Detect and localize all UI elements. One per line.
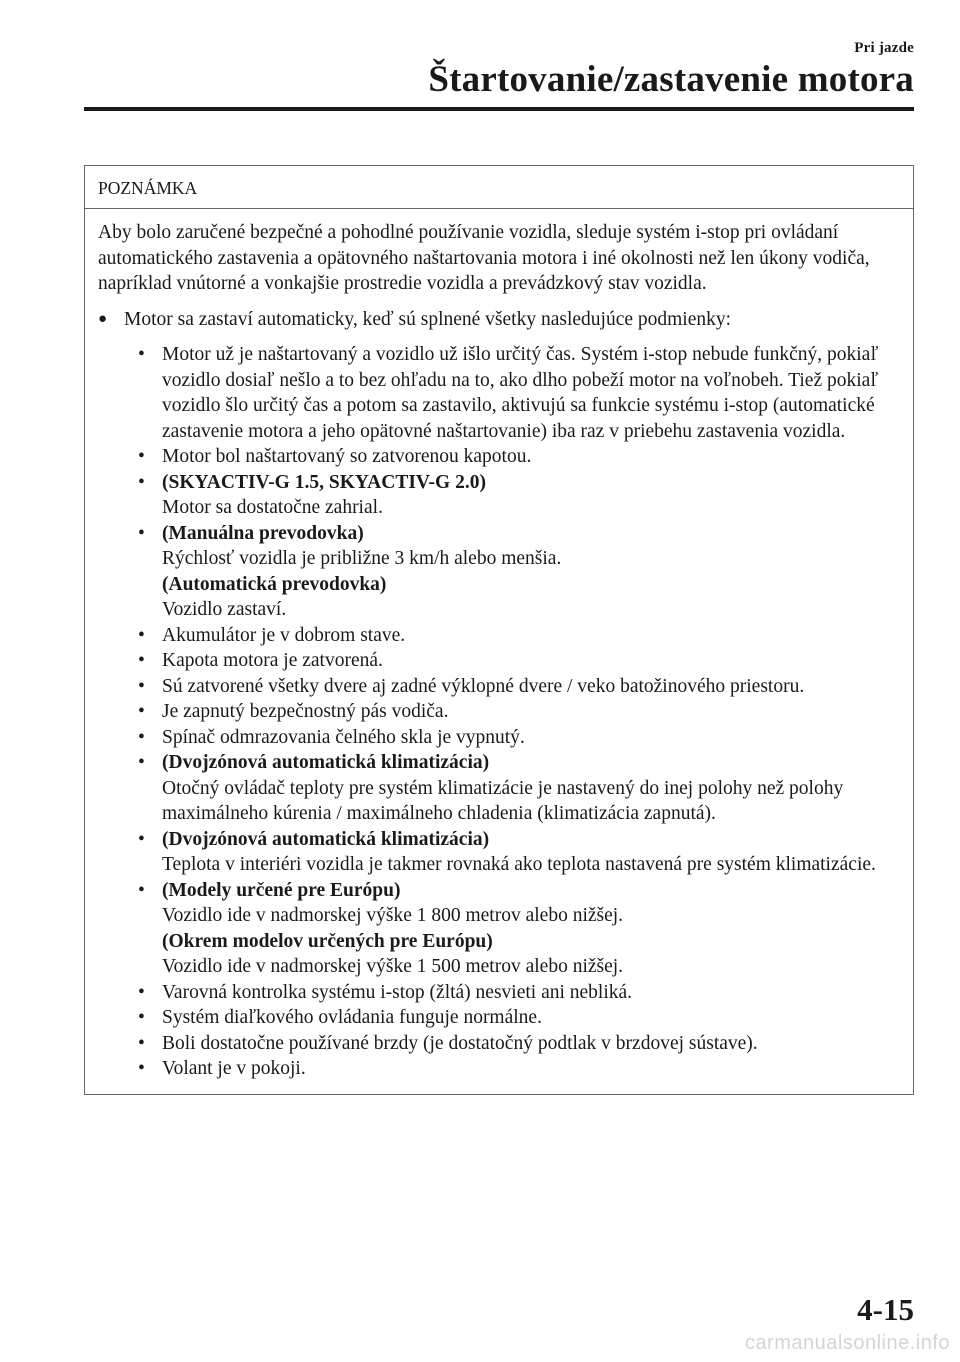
main-bullet-text: Motor sa zastaví automaticky, keď sú splnené všetky nasledujúce podmienky: xyxy=(124,308,732,330)
bullet-icon: • xyxy=(138,1007,145,1028)
condition-heading: (Automatická prevodovka) xyxy=(162,573,387,595)
note-intro: Aby bolo zaručené bezpečné a pohodlné používanie vozidla, sleduje systém i-stop pri ovládaní automatického zastavenia a opätovného naštartovania motora i iné okolnosti než len úkony vodiča, napríklad vnútorné a vonkajšie prostredie vozidla a prevádzkový stav vozidla. xyxy=(98,222,870,294)
condition-text: Otočný ovládač teploty pre systém klimatizácie je nastavený do inej polohy než polohy maximálneho kúrenia / maximálneho chladenia (klimatizácia zapnutá). xyxy=(162,777,844,824)
bullet-icon: • xyxy=(138,471,145,493)
condition-heading: (Modely určené pre Európu) xyxy=(162,879,401,901)
note-title: POZNÁMKA xyxy=(85,166,913,209)
bullet-icon: • xyxy=(138,446,145,467)
condition-text: Motor sa dostatočne zahrial. xyxy=(162,497,383,518)
note-box xyxy=(84,165,914,1095)
condition-text: Varovná kontrolka systému i-stop (žltá) nesvieti ani nebliká. xyxy=(162,981,633,1003)
condition-text: Volant je v pokoji. xyxy=(162,1058,306,1079)
condition-heading: (Okrem modelov určených pre Európu) xyxy=(162,930,493,952)
condition-item xyxy=(136,674,905,700)
bullet-icon: • xyxy=(138,522,145,544)
condition-text: Teplota v interiéri vozidla je takmer rovnaká ako teplota nastavená pre systém klimatizácie. xyxy=(162,854,876,875)
condition-item xyxy=(136,342,905,444)
condition-text: Vozidlo ide v nadmorskej výške 1 800 metrov alebo nižšej. xyxy=(162,905,624,926)
condition-text: Akumulátor je v dobrom stave. xyxy=(162,624,406,646)
condition-item xyxy=(136,1056,905,1082)
condition-text: Vozidlo zastaví. xyxy=(162,599,287,620)
condition-heading: (Manuálna prevodovka) xyxy=(162,522,364,544)
condition-item xyxy=(136,470,905,521)
condition-text: Je zapnutý bezpečnostný pás vodiča. xyxy=(162,701,449,722)
condition-item xyxy=(136,699,905,725)
bullet-icon: • xyxy=(138,624,145,646)
condition-heading: (Dvojzónová automatická klimatizácia) xyxy=(162,828,490,850)
main-bullet-icon: ● xyxy=(98,310,108,327)
bullet-icon: • xyxy=(138,1058,145,1079)
bullet-icon: • xyxy=(138,344,145,365)
condition-item xyxy=(136,1031,905,1057)
condition-item xyxy=(136,648,905,674)
condition-text: Boli dostatočne používané brzdy (je dostatočný podtlak v brzdovej sústave). xyxy=(162,1032,758,1054)
condition-item xyxy=(136,725,905,751)
condition-item xyxy=(136,521,905,623)
condition-heading: (Dvojzónová automatická klimatizácia) xyxy=(162,752,490,773)
header-rule xyxy=(84,107,914,111)
page-number: 4-15 xyxy=(857,1292,914,1327)
bullet-icon: • xyxy=(138,879,145,901)
main-bullet-item xyxy=(98,307,905,333)
condition-item xyxy=(136,750,905,827)
section-title: Pri jazde xyxy=(854,40,914,56)
note-body xyxy=(85,209,913,1094)
condition-item xyxy=(136,444,905,470)
condition-text: Kapota motora je zatvorená. xyxy=(162,650,383,671)
condition-heading: (SKYACTIV-G 1.5, SKYACTIV-G 2.0) xyxy=(162,471,486,493)
bullet-icon: • xyxy=(138,701,145,722)
bullet-icon: • xyxy=(138,828,145,850)
condition-text: Sú zatvorené všetky dvere aj zadné výklopné dvere / veko batožinového priestoru. xyxy=(162,675,805,697)
condition-item xyxy=(136,827,905,878)
conditions-list xyxy=(98,342,905,1082)
condition-text: Vozidlo ide v nadmorskej výške 1 500 metrov alebo nižšej. xyxy=(162,956,624,977)
condition-text: Motor už je naštartovaný a vozidlo už išlo určitý čas. Systém i-stop nebude funkčný, pokiaľ vozidlo dosiaľ nešlo a to bez ohľadu na to, ako dlho pobeží motor na voľnobeh. Tiež pokiaľ vozidlo šlo určitý čas a potom sa zastavilo, aktivujú sa funkcie systému i-stop (automatické zastavenie motora a jeho opätovné naštartovanie) iba raz v priebehu zastavenia vozidla. xyxy=(162,344,879,442)
watermark: carmanualsonline.info xyxy=(744,1332,950,1354)
bullet-icon: • xyxy=(138,752,145,773)
chapter-title: Štartovanie/zastavenie motora xyxy=(428,59,914,100)
condition-text: Spínač odmrazovania čelného skla je vypnutý. xyxy=(162,726,525,748)
bullet-icon: • xyxy=(138,650,145,671)
bullet-icon: • xyxy=(138,1032,145,1054)
condition-item xyxy=(136,1005,905,1031)
condition-text: Systém diaľkového ovládania funguje normálne. xyxy=(162,1007,542,1028)
condition-item xyxy=(136,878,905,980)
bullet-icon: • xyxy=(138,981,145,1003)
bullet-icon: • xyxy=(138,675,145,697)
bullet-icon: • xyxy=(138,726,145,748)
condition-text: Motor bol naštartovaný so zatvorenou kapotou. xyxy=(162,446,532,467)
condition-item xyxy=(136,623,905,649)
condition-item xyxy=(136,980,905,1006)
condition-text: Rýchlosť vozidla je približne 3 km/h alebo menšia. xyxy=(162,548,562,569)
